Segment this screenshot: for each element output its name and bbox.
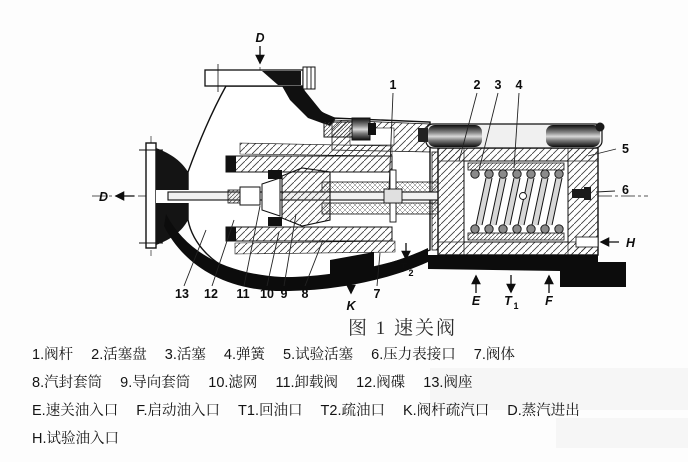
- label-k: K: [346, 299, 356, 313]
- label-9: 9: [280, 287, 288, 301]
- legend-item: 11.卸载阀: [275, 375, 339, 391]
- legend-item: F.启动油入口: [136, 403, 221, 419]
- label-2: 2: [473, 78, 481, 92]
- label-4: 4: [515, 78, 523, 92]
- figure-caption: 图 1 速关阀: [348, 318, 458, 339]
- label-6: 6: [622, 183, 629, 197]
- label-t2: T: [399, 261, 407, 275]
- label-1: 1: [389, 78, 397, 92]
- legend-row-2: [32, 369, 672, 397]
- legend-item: 2.活塞盘: [91, 347, 147, 363]
- legend-item: 8.汽封套筒: [32, 375, 103, 391]
- label-e: E: [471, 294, 481, 308]
- legend-item: 7.阀体: [473, 347, 515, 363]
- legend-item: 1.阀杆: [32, 347, 74, 363]
- label-13: 13: [175, 287, 189, 301]
- label-5: 5: [622, 142, 629, 156]
- legend-item: 9.导向套筒: [120, 375, 191, 391]
- label-t2-sub: 2: [408, 268, 414, 278]
- label-7: 7: [373, 287, 381, 301]
- legend: [32, 341, 672, 453]
- legend-item: 10.滤网: [208, 375, 258, 391]
- label-8: 8: [301, 287, 309, 301]
- legend-item: T2.疏油口: [320, 403, 385, 419]
- legend-item: 12.阀碟: [356, 375, 406, 391]
- legend-item: E.速关油入口: [32, 403, 119, 419]
- label-h: H: [626, 236, 636, 250]
- label-t1: T: [504, 294, 512, 308]
- label-3: 3: [494, 78, 502, 92]
- label-d-top: D: [255, 31, 265, 45]
- label-12: 12: [204, 287, 218, 301]
- legend-item: H.试验油入口: [32, 431, 119, 447]
- legend-row-1: [32, 341, 672, 369]
- legend-item: 3.活塞: [164, 347, 206, 363]
- label-t1-sub: 1: [513, 301, 519, 311]
- legend-item: 13.阀座: [423, 375, 473, 391]
- legend-row-4: [32, 425, 672, 453]
- legend-item: 5.试验活塞: [283, 347, 354, 363]
- spring-chamber: [418, 123, 605, 256]
- label-d-left: D: [98, 190, 108, 204]
- label-11: 11: [236, 287, 250, 301]
- label-f: F: [545, 294, 553, 308]
- legend-item: K.阀杆疏汽口: [403, 403, 490, 419]
- legend-item: T1.回油口: [238, 403, 303, 419]
- legend-item: D.蒸汽进出: [507, 403, 580, 419]
- label-10: 10: [260, 287, 274, 301]
- legend-row-3: [32, 397, 672, 425]
- legend-item: 4.弹簧: [223, 347, 265, 363]
- legend-item: 6.压力表接口: [371, 347, 456, 363]
